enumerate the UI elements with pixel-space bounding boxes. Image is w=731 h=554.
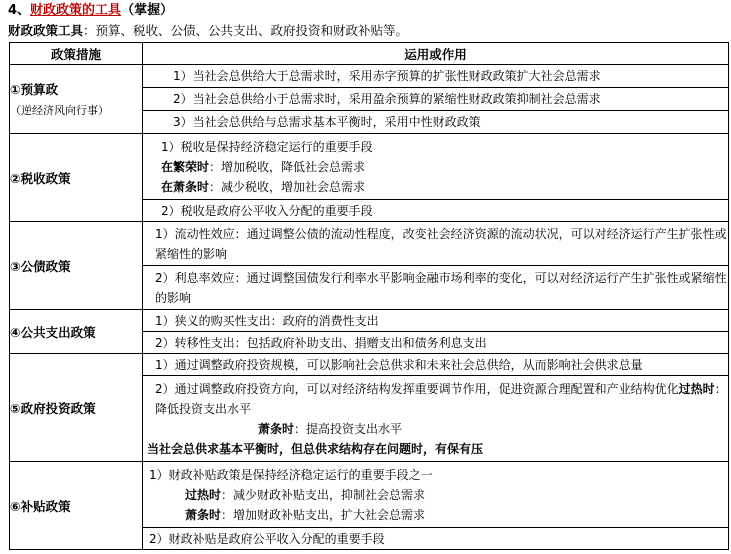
investment-item-1: 1）通过调整政府投资规模，可以影响社会总供求和未来社会总供给，从而影响社会供求总量 — [143, 354, 729, 376]
tax-bust-text: ：减少税收，增加社会总需求 — [209, 179, 366, 194]
investment-overheat-text: ：降低投资支出水平 — [155, 381, 727, 416]
investment-item-2-line — [155, 379, 728, 419]
header-measure: 政策措施 — [10, 43, 143, 65]
budget-item-1: 1）当社会总供给大于总需求时，采用赤字预算的扩张性财政政策扩大社会总需求 — [143, 65, 729, 88]
subsidy-slump-label: 萧条时 — [185, 507, 222, 522]
investment-item-2: 2）通过调整政府投资方向，可以对经济结构发挥重要调节作用，促进资源合理配置和产业结构优化 — [155, 381, 679, 396]
header-usage: 运用或作用 — [143, 43, 729, 65]
subtitle — [8, 22, 408, 40]
subsidy-line-1: 1）财政补贴政策是保持经济稳定运行的重要手段之一 — [149, 467, 433, 482]
policy-name-investment: ⑤政府投资政策 — [10, 354, 143, 462]
heading-number: 4、 — [8, 3, 31, 18]
budget-item-2: 2）当社会总供给小于总需求时，采用盈余预算的紧缩性财政政策抑制社会总需求 — [143, 88, 729, 111]
table-row — [10, 134, 729, 200]
subsidy-cell-1 — [143, 462, 729, 528]
subtitle-text: ：预算、税收、公债、公共支出、政府投资和财政补贴等。 — [83, 23, 409, 38]
tax-bust-label: 在萧条时 — [161, 179, 210, 194]
investment-conclusion-line — [147, 439, 728, 459]
policy-name-spending: ④公共支出政策 — [10, 310, 143, 354]
section-heading — [8, 2, 173, 20]
investment-slump-line — [155, 419, 728, 439]
investment-slump-label: 萧条时 — [258, 421, 295, 436]
table-row — [10, 354, 729, 376]
debt-item-1: 1）流动性效应：通过调整公债的流动性程度，改变社会经济资源的流动状况，可以对经济运行产生扩张性或紧缩性的影响 — [143, 222, 729, 266]
budget-item-3: 3）当社会总供给与总需求基本平衡时，采用中性财政政策 — [143, 111, 729, 134]
table-row — [10, 310, 729, 332]
spending-item-2: 2）转移性支出：包括政府补助支出、捐赠支出和债务利息支出 — [143, 332, 729, 354]
tax-boom-text: ：增加税收，降低社会总需求 — [209, 159, 366, 174]
tax-cell-1 — [143, 134, 729, 200]
subsidy-slump-text: ：增加财政补贴支出，扩大社会总需求 — [221, 507, 426, 522]
subsidy-line-2: 2）财政补贴是政府公平收入分配的重要手段 — [143, 528, 729, 550]
budget-title: ①预算政 — [10, 82, 59, 97]
subsidy-overheat-label: 过热时 — [185, 487, 222, 502]
subtitle-label: 财政政策工具 — [8, 23, 84, 38]
investment-conclusion: 当社会总供求基本平衡时，但总供求结构存在问题时，有保有压 — [147, 441, 484, 456]
investment-overheat-label: 过热时 — [678, 381, 715, 396]
policy-name-budget — [10, 65, 143, 134]
tax-line-2: 2）税收是政府公平收入分配的重要手段 — [143, 200, 729, 222]
tax-bust-line — [161, 177, 728, 197]
tax-boom-label: 在繁荣时 — [161, 159, 210, 174]
policy-table — [9, 42, 729, 550]
budget-note: （逆经济风向行事） — [10, 104, 109, 117]
policy-name-tax: ②税收政策 — [10, 134, 143, 222]
subsidy-overheat-text: ：减少财政补贴支出，抑制社会总需求 — [221, 487, 426, 502]
subsidy-slump-line — [149, 505, 728, 525]
subsidy-overheat-line — [149, 485, 728, 505]
heading-suffix: （掌握） — [121, 3, 174, 18]
heading-highlight: 财政政策的工具 — [30, 3, 122, 18]
investment-slump-text: ：提高投资支出水平 — [294, 421, 403, 436]
table-row — [10, 222, 729, 266]
tax-line-1: 1）税收是保持经济稳定运行的重要手段 — [161, 139, 373, 154]
spending-item-1: 1）狭义的购买性支出：政府的消费性支出 — [143, 310, 729, 332]
policy-name-subsidy: ⑥补贴政策 — [10, 462, 143, 550]
debt-item-2: 2）利息率效应：通过调整国债发行利率水平影响金融市场利率的变化，可以对经济运行产生扩张性或紧缩性的影响 — [143, 266, 729, 310]
table-row — [10, 462, 729, 528]
table-row — [10, 65, 729, 88]
table-header-row — [10, 43, 729, 65]
policy-name-debt: ③公债政策 — [10, 222, 143, 310]
tax-boom-line — [161, 157, 728, 177]
investment-cell-2 — [143, 376, 729, 462]
